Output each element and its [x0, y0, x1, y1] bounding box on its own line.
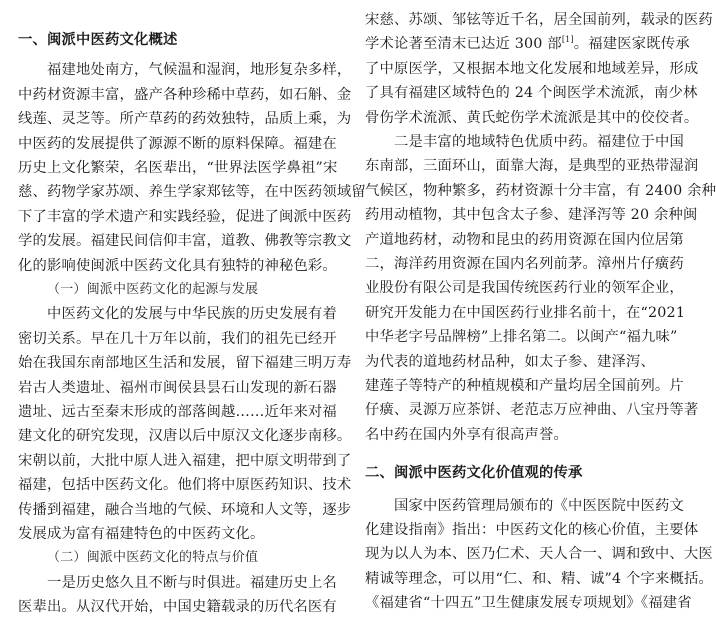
paragraph-line: 药用动植物，其中包含太子参、建泽泻等 20 余种闽: [365, 207, 698, 224]
paragraph-line: 了具有福建区域特色的 24 个闽医学术流派，南少林: [365, 85, 698, 102]
paragraph-line: 建莲子等特产的种植规模和产量均居全国前列。片: [365, 378, 684, 394]
paragraph-line: 历史上文化繁荣，名医辈出，“世界法医学鼻祖”宋: [18, 160, 338, 176]
paragraph-line: 下了丰富的学术遗产和实践经验，促进了闽派中医药: [18, 208, 352, 225]
citation-marker[interactable]: [1]: [561, 35, 574, 45]
paragraph-line: 中药材资源丰富，盛产各种珍稀中草药，如石斛、金: [18, 86, 352, 103]
subsection-heading-features: （二）闽派中医药文化的特点与价值: [47, 550, 259, 566]
paragraph-line: 密切关系。早在几十万年以前，我们的祖先已经开: [18, 330, 337, 347]
paragraph-line: 国家中医药管理局颁布的《中医医院中医药文: [394, 497, 684, 514]
paragraph-line: 宋慈、苏颂、邹铉等近千名，居全国前列，载录的医药: [365, 12, 713, 28]
paragraph-line: 线莲、灵芝等。所产草药的药效独特，品质上乘，为: [18, 111, 352, 128]
paragraph-line: 慈、药物学家苏颂、养生学家郑铉等，在中医药领域留: [18, 184, 366, 201]
paragraph-line: 中医药的发展提供了源源不断的原料保障。福建在: [18, 135, 337, 152]
paragraph-text: 。福建医家既传承: [573, 36, 690, 53]
paragraph-line: 东南部，三面环山，面靠大海，是典型的亚热带湿润: [365, 158, 699, 175]
paragraph-line: 名中药在国内外享有很高声誉。: [365, 426, 568, 443]
paragraph-line: 岩古人类遗址、福州市闽侯县昙石山发现的新石器: [18, 379, 337, 396]
paragraph-line: 遗址、远古至秦末形成的部落闽越……近年来对福: [18, 404, 337, 420]
paragraph-line: 传播到福建，融合当地的气候、环境和人文等，逐步: [18, 501, 352, 518]
paragraph-line: 福建地处南方，气候温和湿润，地形复杂多样，: [47, 62, 352, 79]
paragraph-line: 产道地药材，动物和昆虫的药用资源在国内位居第: [365, 231, 684, 248]
paragraph-line: 了中原医学，又根据本地文化发展和地域差异，形成: [365, 60, 699, 77]
section-heading-values: 二、闽派中医药文化价值观的传承: [365, 465, 583, 482]
paragraph-line: 业股份有限公司是我国传统医药行业的领军企业，: [365, 280, 684, 297]
paragraph-text: 学术论著至清末已达近 300 部: [365, 36, 562, 53]
left-column-tail: [18, 0, 366, 541]
paragraph-line: 学的发展。福建民间信仰丰富，道教、佛教等宗教文: [18, 233, 352, 250]
paragraph-line: 为代表的道地药材品种，如太子参、建泽泻、: [365, 353, 655, 370]
paragraph-line: 精诚等理念，可以用“仁、和、精、诚”4 个字来概括。: [365, 570, 713, 587]
paragraph-line: 一是历史悠久且不断与时俱进。福建历史上名: [47, 574, 337, 591]
paragraph-line: 中华老字号品牌榜”上排名第二。以闽产“福九味”: [365, 329, 678, 346]
paragraph-line: 研究开发能力在中国医药行业排名前十，在“2021: [365, 304, 686, 321]
right-column-tail: [365, 0, 716, 541]
paragraph-line: 现为以人为本、医乃仁术、天人合一、调和致中、大医: [365, 546, 713, 563]
paragraph-line: 化的影响使闽派中医药文化具有独特的神秘色彩。: [18, 257, 337, 274]
section-heading-overview: 一、闽派中医药文化概述: [18, 32, 178, 48]
paragraph-line: 二，海洋药用资源在国内名列前茅。漳州片仔癀药: [365, 256, 684, 272]
paragraph-line: 中医药文化的发展与中华民族的历史发展有着: [47, 306, 337, 323]
paragraph-line: 福建，包括中医药文化。他们将中原医药知识、技术: [18, 477, 352, 494]
paragraph-line: 发展成为富有福建特色的中医药文化。: [18, 526, 265, 542]
paragraph-line: 仔癀、灵源万应茶饼、老范志万应神曲、八宝丹等著: [365, 402, 699, 419]
subsection-heading-origin: （一）闽派中医药文化的起源与发展: [47, 282, 259, 297]
paragraph-line: 医辈出。从汉代开始，中国史籍载录的历代名医有: [18, 599, 337, 616]
paragraph-line: 宋朝以前，大批中原人进入福建，把中原文明带到了: [18, 452, 352, 469]
paragraph-line: 始在我国东南部地区生活和发展，留下福建三明万寿: [18, 355, 352, 372]
paragraph-line: 气候区，物种繁多，药材资源十分丰富，有 2400 余种: [365, 182, 716, 199]
paragraph-line: 化建设指南》指出：中医药文化的核心价值，主要体: [365, 522, 699, 538]
paragraph-line: 骨伤学术流派、黄氏蛇伤学术流派是其中的佼佼者。: [365, 109, 699, 126]
paragraph-line: 建文化的研究发现，汉唐以后中原汉文化逐步南移。: [18, 428, 352, 445]
paragraph-line: 《福建省“十四五”卫生健康发展专项规划》《福建省: [365, 595, 692, 612]
paragraph-line: 二是丰富的地域特色优质中药。福建位于中国: [394, 134, 684, 150]
